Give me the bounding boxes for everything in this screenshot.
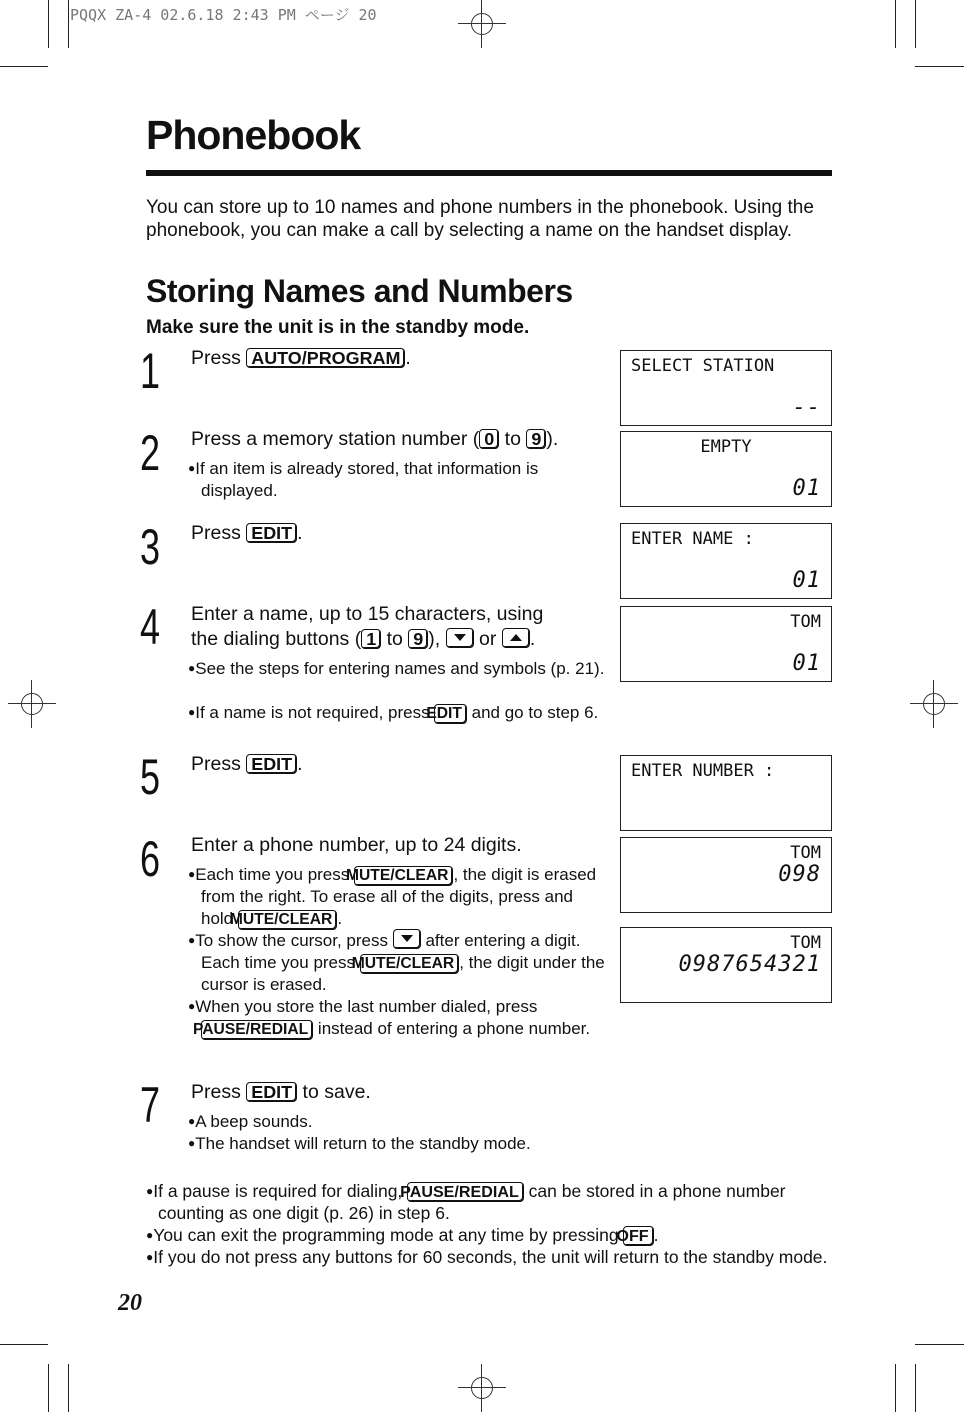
auto-program-key: AUTO/PROGRAM — [246, 348, 405, 368]
edit-key: EDIT — [246, 523, 297, 543]
lcd-display-tom-01 — [620, 606, 832, 682]
registration-mark-left — [8, 680, 56, 728]
mute-clear-key: MUTE/CLEAR — [354, 866, 453, 886]
off-key: OFF — [623, 1226, 653, 1246]
lcd-line-2: 0987654321 — [678, 952, 821, 977]
edit-key: EDIT — [246, 754, 297, 774]
section-heading: Storing Names and Numbers — [146, 273, 573, 309]
step-6-bullet-1: ●Each time you press MUTE/CLEAR , the digit is erased from the right. To erase all of the digits, press and hold MUTE/CLEAR . — [188, 865, 597, 928]
step-7-bullet-2: ●The handset will return to the standby mode. — [188, 1134, 531, 1153]
up-arrow-key-icon — [502, 628, 530, 648]
digit-9-key: 9 — [526, 429, 546, 449]
lcd-display-tom-full-number — [620, 927, 832, 1003]
lcd-line-2: 01 — [792, 476, 821, 501]
note-pause: ●If a pause is required for dialing, PAUSE/REDIAL can be stored in a phone number counting as one digit (p. 26) in step 6. — [146, 1181, 786, 1223]
registration-mark-top — [458, 0, 506, 48]
lcd-line-2: 01 — [792, 651, 821, 676]
lcd-display-tom-098 — [620, 837, 832, 913]
lcd-line-1: TOM — [790, 843, 821, 863]
digit-0-key: 0 — [479, 429, 499, 449]
lcd-line-2: 01 — [792, 568, 821, 593]
step-number: 3 — [140, 519, 161, 575]
edit-key: EDIT — [434, 704, 467, 724]
edit-key: EDIT — [246, 1082, 297, 1102]
crop-mark — [48, 0, 49, 48]
step-number: 7 — [140, 1077, 161, 1133]
page-number: 20 — [118, 1290, 142, 1316]
lcd-display-select-station — [620, 350, 832, 426]
step-4-bullet-2: ●If a name is not required, press EDIT and go to step 6. — [188, 703, 599, 722]
down-arrow-key-icon — [393, 929, 421, 949]
step-2-bullet: ●If an item is already stored, that information is displayed. — [188, 459, 539, 500]
step-2-text: Press a memory station number ( 0 to 9 ). — [191, 428, 559, 450]
step-7-bullet-1: ●A beep sounds. — [188, 1112, 313, 1131]
lcd-display-enter-name — [620, 523, 832, 599]
crop-mark — [895, 0, 896, 48]
step-1-text: Press AUTO/PROGRAM . — [191, 347, 411, 369]
step-6-text: Enter a phone number, up to 24 digits. — [191, 834, 522, 856]
crop-mark — [895, 1364, 896, 1412]
pause-redial-key: PAUSE/REDIAL — [407, 1182, 524, 1202]
title-rule — [146, 170, 832, 176]
mute-clear-key: MUTE/CLEAR — [360, 954, 459, 974]
lcd-line-2: -- — [792, 395, 821, 420]
crop-mark — [0, 1344, 48, 1345]
step-6-bullet-2: ●To show the cursor, press after entering a digit. Each time you press MUTE/CLEAR , the digit under the cursor is erased. — [188, 931, 605, 994]
lcd-line-1: EMPTY — [700, 437, 752, 457]
step-number: 5 — [140, 749, 161, 805]
page-title: Phonebook — [146, 112, 361, 158]
crop-mark — [915, 1364, 916, 1412]
step-7-text: Press EDIT to save. — [191, 1081, 371, 1103]
print-slug: PQQX ZA-4 02.6.18 2:43 PM ページ 20 — [70, 6, 377, 24]
crop-mark — [915, 66, 964, 67]
lcd-display-empty — [620, 431, 832, 507]
step-number: 4 — [140, 599, 161, 655]
step-4-line-1: Enter a name, up to 15 characters, using — [191, 603, 544, 625]
crop-mark — [0, 66, 48, 67]
note-timeout: ●If you do not press any buttons for 60 seconds, the unit will return to the standby mode. — [146, 1247, 828, 1267]
lcd-line-1: SELECT STATION — [631, 356, 775, 376]
digit-1-key: 1 — [361, 629, 381, 649]
crop-mark — [915, 0, 916, 48]
lcd-line-2: 098 — [778, 862, 821, 887]
standby-note: Make sure the unit is in the standby mode. — [146, 317, 530, 338]
step-3-text: Press EDIT . — [191, 522, 303, 544]
registration-mark-bottom — [458, 1364, 506, 1412]
digit-9-key: 9 — [408, 629, 428, 649]
step-4-bullet-1: ●See the steps for entering names and symbols (p. 21). — [188, 659, 605, 678]
down-arrow-key-icon — [446, 628, 474, 648]
step-number: 1 — [140, 343, 161, 399]
note-exit: ●You can exit the programming mode at any time by pressing OFF . — [146, 1225, 659, 1245]
registration-mark-right — [910, 680, 958, 728]
crop-mark — [915, 1344, 964, 1345]
step-number: 6 — [140, 831, 161, 887]
mute-clear-key: MUTE/CLEAR — [238, 910, 337, 930]
step-4-line-2: the dialing buttons ( 1 to 9 ), or . — [191, 628, 536, 650]
lcd-line-1: ENTER NUMBER : — [631, 761, 775, 781]
step-6-bullet-3: ●When you store the last number dialed, press PAUSE/REDIAL instead of entering a phone number. — [188, 997, 591, 1038]
crop-mark — [48, 1364, 49, 1412]
lcd-line-1: ENTER NAME : — [631, 529, 754, 549]
intro-paragraph: You can store up to 10 names and phone numbers in the phonebook. Using the phonebook, you can make a call by selecting a name on the handset display. — [146, 197, 814, 241]
pause-redial-key: PAUSE/REDIAL — [201, 1020, 313, 1040]
crop-mark — [68, 0, 69, 48]
lcd-line-1: TOM — [790, 933, 821, 953]
lcd-line-1: TOM — [790, 612, 821, 632]
crop-mark — [68, 1364, 69, 1412]
step-number: 2 — [140, 425, 161, 481]
lcd-display-enter-number — [620, 755, 832, 831]
step-5-text: Press EDIT . — [191, 753, 303, 775]
